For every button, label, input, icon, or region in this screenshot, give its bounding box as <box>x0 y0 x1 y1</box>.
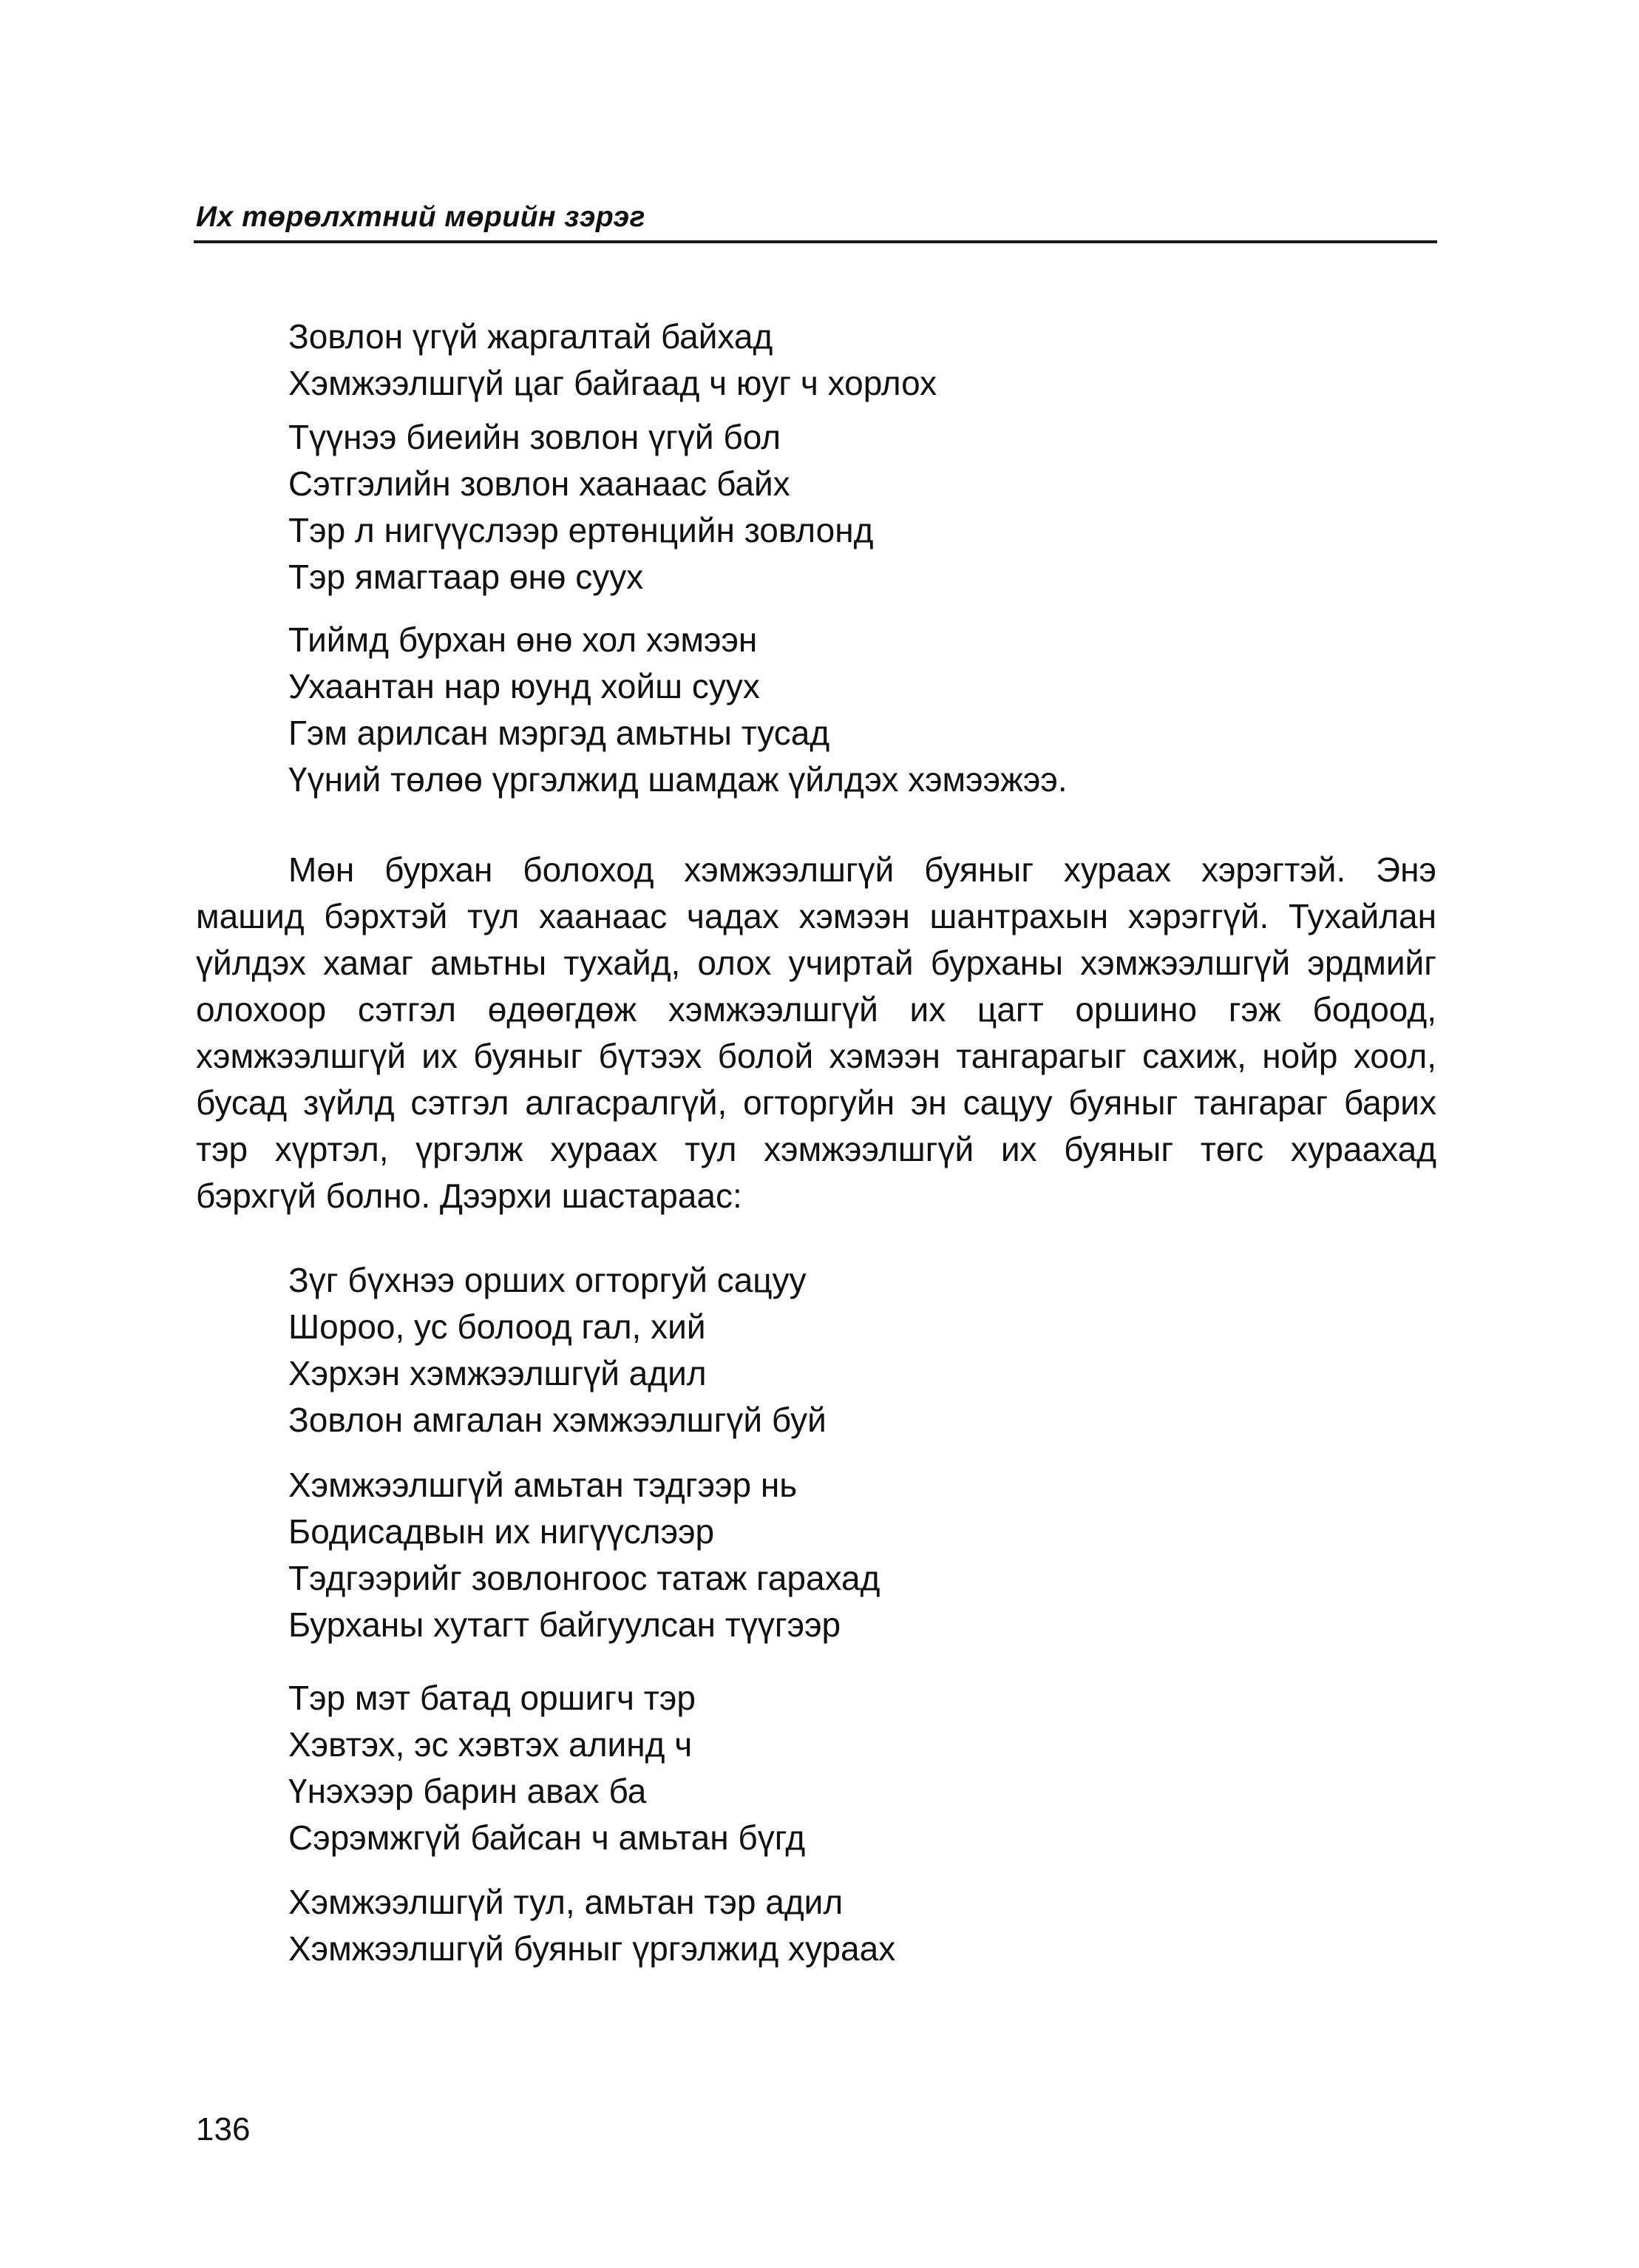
paragraph-line: бусад зүйлд сэтгэл алгасралгүй, огторгуйн эн сацуу буяныг тангараг барих <box>196 1083 1436 1122</box>
paragraph-line: бэрхгүй болно. Дээрхи шастараас: <box>196 1177 742 1215</box>
body-paragraph <box>196 847 1436 1219</box>
verse-line: Зүг бүхнээ орших огторгуй сацуу <box>288 1261 807 1299</box>
verse-line: Зовлон үгүй жаргалтай байхад <box>288 317 773 356</box>
verse-line: Сэрэмжгүй байсан ч амьтан бүгд <box>288 1818 806 1857</box>
verse-line: Зовлон амгалан хэмжээлшгүй буй <box>288 1401 827 1439</box>
paragraph-line: тэр хүртэл, үргэлж хураах тул хэмжээлшгүй их буяныг төгс хураахад <box>196 1130 1436 1168</box>
paragraph-line: үйлдэх хамаг амьтны тухайд, олох учиртай бурханы хэмжээлшгүй эрдмийг <box>196 944 1436 982</box>
paragraph-line: Мөн бурхан болоход хэмжээлшгүй буяныг хураах хэрэгтэй. Энэ <box>288 850 1436 889</box>
verse-line: Шороо, ус болоод гал, хий <box>288 1307 706 1346</box>
verse-line: Бурханы хутагт байгуулсан түүгээр <box>288 1605 841 1644</box>
verse-line: Түүнээ биеийн зовлон үгүй бол <box>288 418 781 456</box>
paragraph-line: олохоор сэтгэл өдөөгдөж хэмжээлшгүй их цагт оршино гэж бодоод, <box>196 990 1436 1029</box>
verse-line: Гэм арилсан мэргэд амьтны тусад <box>288 714 830 752</box>
verse-line: Хэрхэн хэмжээлшгүй адил <box>288 1354 707 1392</box>
verse-line: Тэр л нигүүслээр ертөнцийн зовлонд <box>288 511 874 549</box>
verse-line: Хэмжээлшгүй цаг байгаад ч юуг ч хорлох <box>288 364 937 402</box>
verse-stanza <box>288 314 937 407</box>
verse-stanza <box>288 617 1068 803</box>
verse-stanza <box>288 1675 805 1861</box>
verse-stanza <box>288 1879 895 1972</box>
verse-line: Хэмжээлшгүй буяныг үргэлжид хураах <box>288 1929 896 1968</box>
verse-line: Сэтгэлийн зовлон хаанаас байх <box>288 464 790 503</box>
verse-line: Үүний төлөө үргэлжид шамдаж үйлдэх хэмээжээ. <box>288 760 1068 799</box>
verse-line: Ухаантан нар юунд хойш суух <box>288 667 760 705</box>
running-header-title: Их төрөлхтний мөрийн зэрэг <box>196 201 645 233</box>
verse-stanza <box>288 414 873 600</box>
verse-line: Тиймд бурхан өнө хол хэмээн <box>288 620 758 659</box>
verse-line: Тэр ямагтаар өнө суух <box>288 558 644 596</box>
paragraph-line: машид бэрхтэй тул хаанаас чадах хэмээн шантрахын хэрэггүй. Тухайлан <box>196 897 1436 935</box>
paragraph-line: хэмжээлшгүй их буяныг бүтээх болой хэмээн тангарагыг сахиж, нойр хоол, <box>196 1037 1436 1075</box>
verse-line: Үнэхээр барин авах ба <box>288 1772 647 1810</box>
verse-line: Хэмжээлшгүй амьтан тэдгээр нь <box>288 1466 798 1504</box>
verse-line: Хэвтэх, эс хэвтэх алинд ч <box>288 1725 693 1764</box>
verse-line: Тэр мэт батад оршигч тэр <box>288 1679 696 1717</box>
verse-line: Тэдгээрийг зовлонгоос татаж гарахад <box>288 1559 880 1597</box>
verse-stanza <box>288 1257 827 1443</box>
page-number: 136 <box>196 2111 251 2147</box>
verse-stanza <box>288 1462 880 1648</box>
verse-line: Хэмжээлшгүй тул, амьтан тэр адил <box>288 1883 844 1921</box>
verse-line: Бодисадвын их нигүүслээр <box>288 1512 715 1551</box>
header-rule <box>194 240 1437 243</box>
